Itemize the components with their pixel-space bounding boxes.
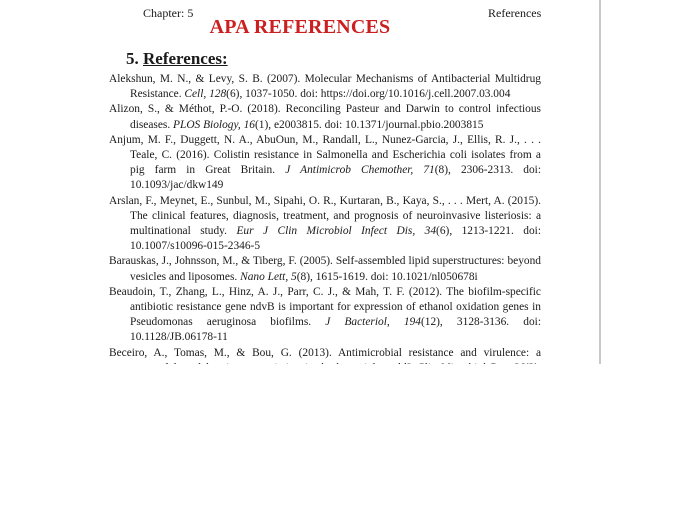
- reference-text: Arslan, F., Meynet, E., Sunbul, M., Sipahi, O. R., Kurtaran, B., Kaya, S., . . . Mert, A. (2015). The clinical features, diagnosis, treatment, and prognosis of neuroinvasive listeriosis: a multinational study.: [109, 194, 541, 238]
- reference-details: (12), 3128-3136. doi: 10.1128/JB.06178-11: [130, 316, 541, 344]
- reference-text: Anjum, M. F., Duggett, N. A., AbuOun, M., Randall, L., Nunez-Garcia, J., Ellis, R. J., . . . Teale, C. (2016). Colistin resistance in Salmonella and Escherichia coli isolates from a pig farm in Great Britain.: [109, 133, 541, 177]
- page-edge-divider: [599, 0, 601, 364]
- reference-details: (6), 1213-1221. doi: 10.1007/s10096-015-2346-5: [130, 225, 541, 253]
- reference-entry: [109, 194, 541, 255]
- reference-details: (8), 2306-2313. doi: 10.1093/jac/dkw149: [130, 164, 541, 192]
- blank-area: [0, 364, 680, 506]
- reference-journal: Eur J Clin Microbiol Infect Dis, 34: [236, 225, 437, 238]
- reference-details: (1), e2003815. doi: 10.1371/journal.pbio.2003815: [254, 118, 484, 131]
- page-title: APA REFERENCES: [209, 16, 391, 38]
- reference-text: Beaudoin, T., Zhang, L., Hinz, A. J., Parr, C. J., & Mah, T. F. (2012). The biofilm-specific antibiotic resistance gene ndvB is important for expression of ethanol oxidation genes in Pseudomonas aeruginosa biofilms.: [109, 285, 541, 329]
- reference-journal: Nano Lett, 5: [240, 270, 297, 283]
- reference-entry: [109, 285, 541, 346]
- reference-journal: J Bacteriol, 194: [325, 316, 421, 329]
- running-header-section: References: [488, 6, 542, 20]
- reference-text: Alekshun, M. N., & Levy, S. B. (2007). Molecular Mechanisms of Antibacterial Multidrug Resistance.: [109, 73, 541, 101]
- reference-text: Barauskas, J., Johnsson, M., & Tiberg, F. (2005). Self-assembled lipid superstructures: beyond vesicles and liposomes.: [109, 255, 541, 283]
- running-header-chapter: Chapter: 5: [143, 6, 194, 20]
- reference-details: (8), 1615-1619. doi: 10.1021/nl050678i: [296, 270, 478, 283]
- section-label: References:: [143, 49, 228, 68]
- reference-journal: J Antimicrob Chemother, 71: [285, 164, 435, 177]
- reference-entry: [109, 72, 541, 102]
- reference-journal: Cell, 128: [184, 88, 227, 101]
- reference-entry: [109, 133, 541, 194]
- reference-text: Alizon, S., & Méthot, P.-O. (2018). Reconciling Pasteur and Darwin to control infectious diseases.: [109, 103, 541, 131]
- section-number: 5.: [126, 49, 139, 68]
- section-heading: [126, 49, 228, 69]
- reference-text: Beceiro, A., Tomas, M., & Bou, G. (2013). Antimicrobial resistance and virulence: a: [109, 346, 541, 359]
- reference-details: (6), 1037-1050. doi: https://doi.org/10.1016/j.cell.2007.03.004: [226, 88, 511, 101]
- reference-entry: [109, 102, 541, 132]
- reference-entry: [109, 254, 541, 284]
- reference-journal: PLOS Biology, 16: [173, 118, 255, 131]
- reference-list: [109, 72, 541, 391]
